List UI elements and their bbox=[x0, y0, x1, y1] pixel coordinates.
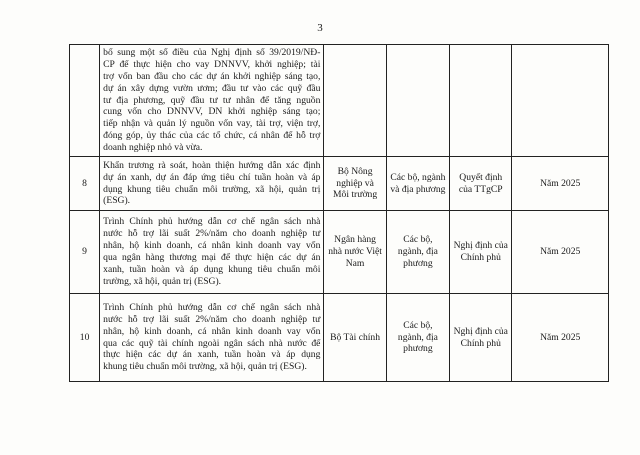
content-line: xanh, tuần hoàn và áp dụng khung tiêu chuẩn môi bbox=[103, 263, 321, 275]
task-table bbox=[69, 44, 609, 382]
coordinating-agency: Các bộ, ngành và địa phương bbox=[386, 157, 449, 211]
content-line: bổ sung một số điều của Nghị định số 39/2019/NĐ- bbox=[103, 46, 321, 58]
table-row bbox=[70, 157, 609, 211]
content-line: nhân, hộ kinh doanh, cá nhân kinh doanh vay vốn bbox=[103, 325, 321, 337]
completion-time: Năm 2025 bbox=[512, 157, 609, 211]
row-number: 9 bbox=[70, 211, 100, 294]
lead-agency bbox=[324, 45, 386, 157]
coordinating-agency bbox=[386, 45, 449, 157]
table-row bbox=[70, 294, 609, 382]
content-line: dự án xanh, dự án đáp ứng tiêu chí tuần hoàn và áp bbox=[103, 171, 321, 183]
task-content bbox=[100, 294, 324, 382]
coordinating-agency: Các bộ, ngành, địa phương bbox=[386, 294, 449, 382]
lead-agency: Bộ Tài chính bbox=[324, 294, 386, 382]
content-line: nước hỗ trợ lãi suất 2%/năm cho doanh nghiệp tư bbox=[103, 313, 321, 325]
row-number: 10 bbox=[70, 294, 100, 382]
content-line: dự án xây dựng vườn ươm; đầu tư vào các quỹ đầu bbox=[103, 82, 321, 94]
page-number: 3 bbox=[317, 22, 323, 34]
output-product: Nghị định của Chính phủ bbox=[450, 294, 512, 382]
completion-time: Năm 2025 bbox=[512, 211, 609, 294]
task-content bbox=[100, 157, 324, 211]
task-content bbox=[100, 45, 324, 157]
content-line: trợ vốn ban đầu cho các dự án khởi nghiệp sáng tạo, bbox=[103, 70, 321, 82]
table-row bbox=[70, 45, 609, 157]
content-line: qua các quỹ tài chính ngoài ngân sách nhà nước để bbox=[103, 337, 321, 349]
content-line: dụng khung tiêu chuẩn môi trường, xã hội, quản trị bbox=[103, 183, 321, 195]
content-line: CP để thực hiện cho vay DNNVV, khởi nghiệp; tài bbox=[103, 58, 321, 70]
content-line: Trình Chính phủ hướng dẫn cơ chế ngân sách nhà bbox=[103, 216, 321, 228]
content-line: Khẩn trương rà soát, hoàn thiện hướng dẫn xác định bbox=[103, 159, 321, 171]
content-line: khung tiêu chuẩn môi trường, xã hội, quản trị (ESG). bbox=[103, 361, 307, 373]
content-line: Trình Chính phủ hướng dẫn cơ chế ngân sách nhà bbox=[103, 301, 321, 313]
content-line: đóng góp, ủy thác của các tổ chức, cá nhân để hỗ trợ bbox=[103, 130, 321, 142]
content-line: cung vốn cho DNNVV, DN khởi nghiệp sáng tạo; bbox=[103, 106, 321, 118]
content-line: tư địa phương, quỹ đầu tư tư nhân để tăng nguồn bbox=[103, 94, 321, 106]
content-line: qua ngân hàng thương mại để thực hiện các dự án bbox=[103, 252, 321, 263]
content-line: doanh nghiệp nhỏ và vừa. bbox=[103, 142, 203, 154]
output-product: Nghị định của Chính phủ bbox=[450, 211, 512, 294]
output-product: Quyết định của TTgCP bbox=[450, 157, 512, 211]
completion-time: Năm 2025 bbox=[512, 294, 609, 382]
content-line: (ESG). bbox=[103, 195, 131, 207]
content-line: nước hỗ trợ lãi suất 2%/năm cho doanh nghiệp tư bbox=[103, 228, 321, 240]
task-content bbox=[100, 211, 324, 294]
content-line: nhân, hộ kinh doanh, cá nhân kinh doanh vay vốn bbox=[103, 240, 321, 252]
output-product bbox=[450, 45, 512, 157]
table-row bbox=[70, 211, 609, 294]
row-number: 8 bbox=[70, 157, 100, 211]
coordinating-agency: Các bộ, ngành, địa phương bbox=[386, 211, 449, 294]
completion-time bbox=[512, 45, 609, 157]
lead-agency: Ngân hàng nhà nước Việt Nam bbox=[324, 211, 386, 294]
content-line: tiếp nhận và quản lý nguồn vốn vay, tài trợ, viện trợ, bbox=[103, 118, 321, 130]
content-line: thực hiện các dự án xanh, tuần hoàn và áp dụng bbox=[103, 349, 321, 361]
row-number bbox=[70, 45, 100, 157]
content-line: trường, xã hội, quản trị (ESG). bbox=[103, 275, 222, 287]
lead-agency: Bộ Nông nghiệp và Môi trường bbox=[324, 157, 386, 211]
